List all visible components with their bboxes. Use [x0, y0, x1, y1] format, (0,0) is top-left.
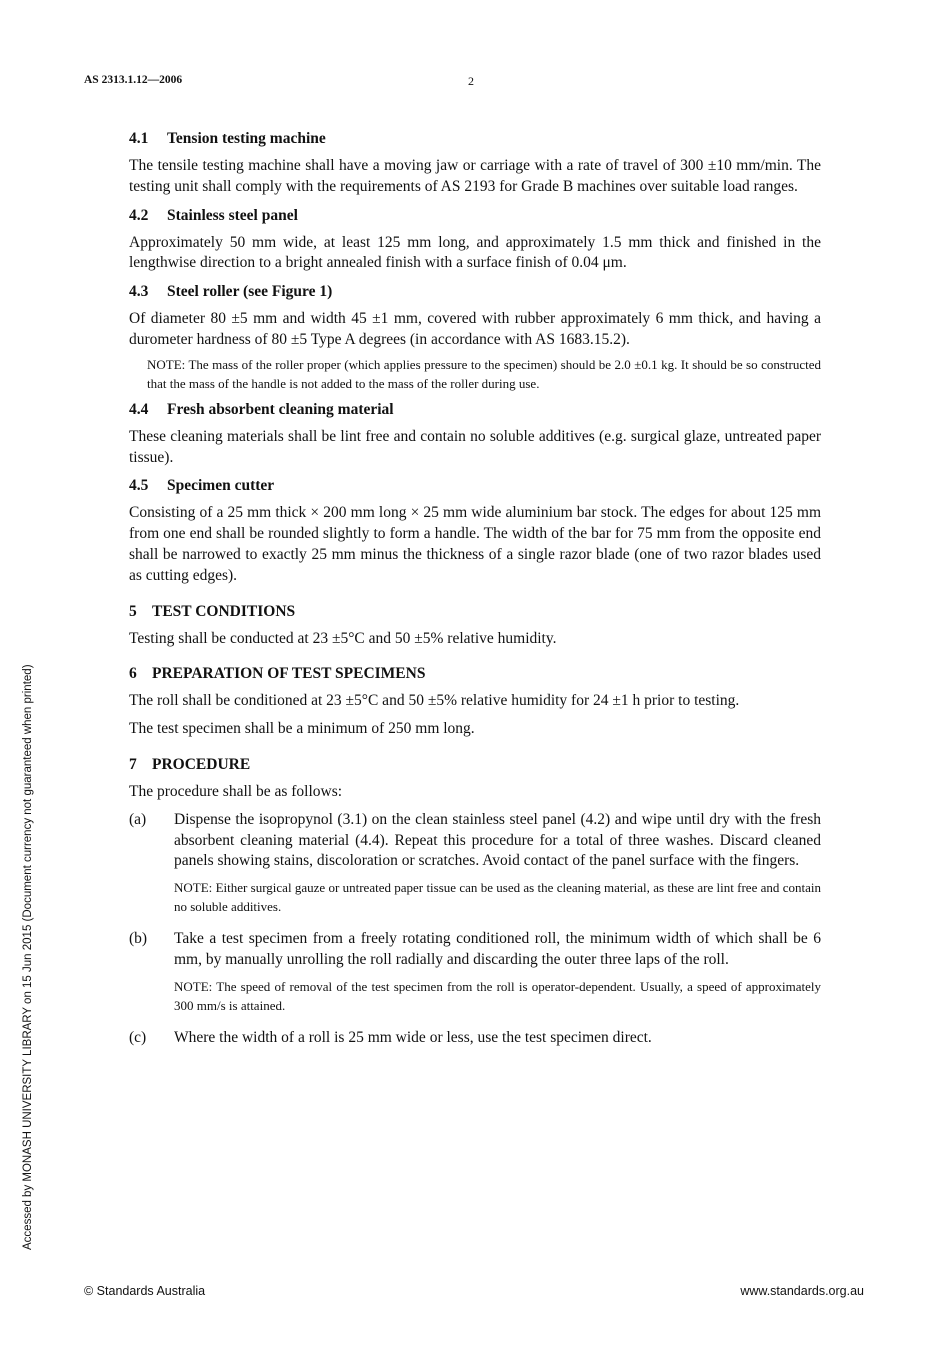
procedure-step-c [129, 1028, 821, 1055]
section-number: 4.4 [129, 400, 149, 418]
step-text: Where the width of a roll is 25 mm wide or less, use the test specimen direct. [174, 1028, 652, 1046]
footer-website-link[interactable]: www.standards.org.au [740, 1284, 864, 1298]
section-4-3-note: NOTE: The mass of the roller proper (which applies pressure to the specimen) should be 2.0 ±0.1 kg. It should be so constructed that the mass of the handle is not added to the mass of the roller during use. [147, 356, 821, 391]
section-4-4-paragraph: These cleaning materials shall be lint free and contain no soluble additives (e.g. surgical glaze, untreated paper tissue). [129, 427, 821, 466]
section-title: Fresh absorbent cleaning material [167, 400, 394, 418]
section-number: 4.5 [129, 477, 149, 495]
section-4-2-heading [129, 205, 821, 226]
section-4-5-paragraph: Consisting of a 25 mm thick × 200 mm long × 25 mm wide aluminium bar stock. The edges for about 125 mm from one end shall be rounded slightly to form a handle. The width of the bar for 75 mm from the opposite end shall be narrowed to exactly 25 mm minus the thickness of a single razor blade (one of two razor blades used as cutting edges). [129, 504, 821, 584]
section-4-4-heading [129, 399, 821, 420]
step-label: (c) [129, 1028, 147, 1046]
step-label: (b) [129, 930, 148, 948]
step-text: Take a test specimen from a freely rotating conditioned roll, the minimum width of which shall be 6 mm, by manually unrolling the roll radially and discarding the outer three laps of the roll. [174, 930, 821, 968]
section-number: 6 [129, 665, 137, 683]
document-body [129, 128, 821, 1062]
standard-number: AS 2313.1.12—2006 [84, 74, 183, 86]
section-number: 4.1 [129, 130, 149, 147]
section-7-intro: The procedure shall be as follows: [129, 782, 343, 800]
section-5-paragraph: Testing shall be conducted at 23 ±5°C and 50 ±5% relative humidity. [129, 629, 557, 647]
section-4-3-paragraph: Of diameter 80 ±5 mm and width 45 ±1 mm, covered with rubber approximately 6 mm thick, and having a durometer hardness of 80 ±5 Type A degrees (in accordance with AS 1683.15.2). [129, 310, 821, 348]
section-4-1-heading [129, 128, 821, 149]
access-watermark: Accessed by MONASH UNIVERSITY LIBRARY on 15 Jun 2015 (Document currency not guaranteed when printed) [22, 664, 34, 1250]
section-number: 5 [129, 602, 137, 620]
section-5-heading [129, 601, 821, 622]
section-title: PREPARATION OF TEST SPECIMENS [152, 665, 426, 683]
section-6-paragraph-1: The roll shall be conditioned at 23 ±5°C and 50 ±5% relative humidity for 24 ±1 h prior to testing. [129, 692, 740, 710]
step-label: (a) [129, 810, 147, 828]
section-4-3-heading [129, 281, 821, 302]
section-title: Specimen cutter [167, 477, 275, 495]
section-number: 7 [129, 755, 137, 773]
step-note: NOTE: The speed of removal of the test specimen from the roll is operator-dependent. Usually, a speed of approximately 300 mm/s is attained. [174, 978, 821, 1013]
section-number: 4.2 [129, 206, 149, 224]
section-number: 4.3 [129, 283, 149, 301]
section-title: TEST CONDITIONS [152, 602, 296, 620]
section-title: PROCEDURE [152, 755, 251, 773]
section-6-heading [129, 663, 821, 684]
procedure-step-b [129, 929, 821, 1021]
section-7-heading [129, 754, 821, 775]
step-note: NOTE: Either surgical gauze or untreated paper tissue can be used as the cleaning material, as these are lint free and contain no soluble additives. [174, 880, 821, 915]
section-6-paragraph-2: The test specimen shall be a minimum of 250 mm long. [129, 720, 475, 738]
section-4-5-heading [129, 475, 821, 496]
section-4-1-paragraph: The tensile testing machine shall have a moving jaw or carriage with a rate of travel of 300 ±10 mm/min. The testing unit shall comply with the requirements of AS 2193 for Grade B machines over suitable load ranges. [129, 157, 821, 195]
section-title: Tension testing machine [167, 130, 326, 147]
section-title: Stainless steel panel [167, 206, 298, 224]
step-text: Dispense the isopropynol (3.1) on the clean stainless steel panel (4.2) and wipe until dry with the fresh absorbent cleaning material (4.4). Repeat this procedure for a total of three washes. Discard cleaned panels showing stains, discoloration or scratches. Avoid contact of the panel surface with the fingers. [174, 810, 821, 870]
footer-copyright: © Standards Australia [84, 1284, 206, 1298]
page-number: 2 [468, 74, 474, 88]
procedure-step-a [129, 810, 821, 922]
section-4-2-paragraph: Approximately 50 mm wide, at least 125 mm long, and approximately 1.5 mm thick and finished in the lengthwise direction to a bright annealed finish with a surface finish of 0.04 μm. [129, 233, 821, 272]
section-title: Steel roller (see Figure 1) [167, 283, 333, 301]
